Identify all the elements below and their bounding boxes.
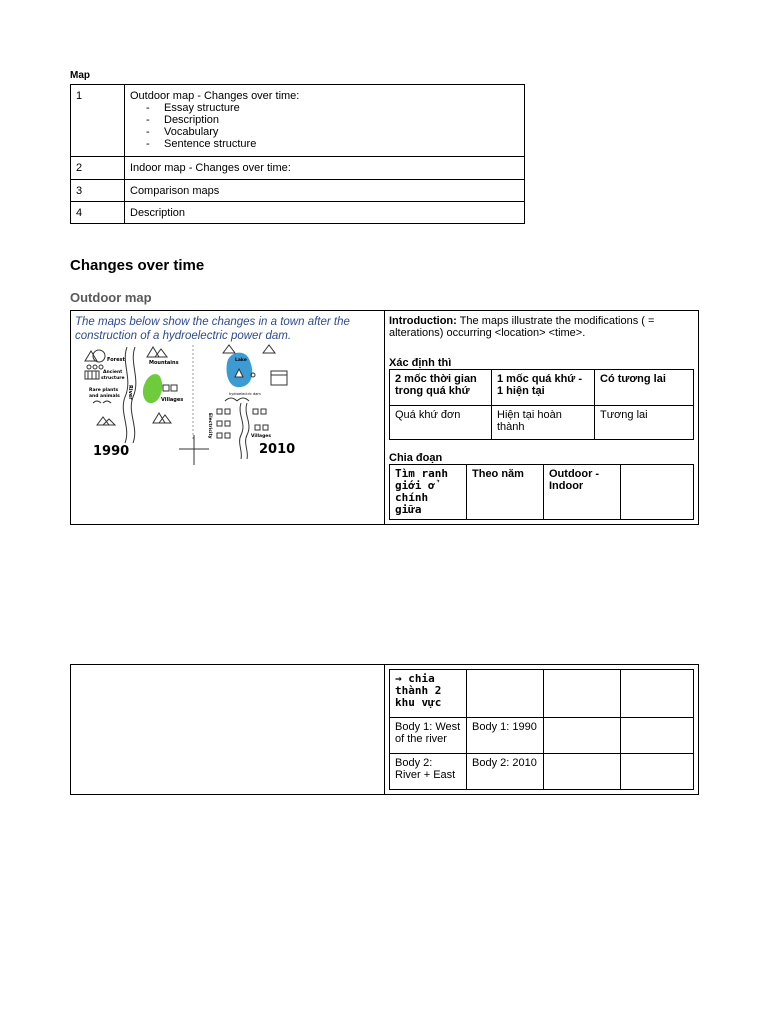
house-icon [217,409,222,414]
prompt-cell [71,311,385,525]
list-item: - Description [146,114,519,126]
body-split-table [389,669,694,790]
body-plan-table [70,664,699,795]
label-villages: Villages [161,397,184,403]
year-2010: 2010 [259,442,296,457]
empty-cell [544,670,621,718]
river-line [240,403,243,459]
split-header: → chia thành 2 khu vực [390,670,467,718]
row-content [125,85,525,157]
row-title: Comparison maps [125,180,525,202]
row-number: 4 [71,202,125,224]
compass-icon [179,435,209,465]
split-cell: Tìm ranh giới ở chính giữa [390,465,467,520]
label-ancient-1: Ancient [103,370,123,375]
map-1990 [85,347,183,459]
body-cell [544,718,621,754]
table-row [71,85,525,157]
table-row [71,180,525,202]
label-lake: Lake [235,358,247,363]
tense-value: Tương lai [595,406,694,440]
body-cell [544,754,621,790]
row-title: Description [125,202,525,224]
intro-text: The maps illustrate the modifications ( = alterations) occurring <location> <time>. [389,315,655,339]
empty-cell [621,670,694,718]
house-icon [171,385,177,391]
split-cell: Outdoor - Indoor [544,465,621,520]
row-number: 3 [71,180,125,202]
table-row [390,406,694,440]
body-cell [621,718,694,754]
building-icon [271,371,287,385]
table-row [390,718,694,754]
split-table [389,464,694,520]
row-title: Indoor map - Changes over time: [125,157,525,180]
label-hydro-dam: hydroelectric dam [229,392,261,396]
tense-heading: Xác định thì [389,357,452,369]
tree-icon [93,350,105,362]
label-forest: Forest [107,357,125,363]
body-plan-cell [385,665,699,795]
map-heading: Map [70,70,90,81]
dam-icon [225,398,249,401]
row-title: Outdoor map - Changes over time: [130,90,300,102]
label-villages-2010: Villages [251,434,272,439]
label-ancient-2: structure [101,376,125,381]
town-map-illustration [75,343,375,473]
index-table [70,84,525,224]
intro-label: Introduction: [389,315,457,327]
label-rare-2: and animals [89,394,120,399]
animal-icon [93,401,111,403]
table-row [390,370,694,406]
table-row [71,157,525,180]
label-river: River [127,385,133,400]
body-cell [621,754,694,790]
tree-icon [85,351,97,361]
row-number: 1 [71,85,125,157]
body-cell: Body 1: 1990 [467,718,544,754]
empty-cell [71,665,385,795]
bullet-list [130,102,519,150]
table-row [71,202,525,224]
empty-cell [467,670,544,718]
map-2010 [207,345,295,459]
outdoor-map-table [70,310,699,525]
house-icon [261,409,266,414]
body-cell: Body 2: 2010 [467,754,544,790]
house-icon [263,425,268,430]
house-icon [255,425,260,430]
house-icon [217,433,222,438]
body-cell: Body 1: West of the river [390,718,467,754]
mountain-icon [263,345,275,353]
table-row [390,754,694,790]
split-heading: Chia đoạn [389,452,443,464]
tense-value: Hiện tại hoàn thành [492,406,595,440]
list-item: - Sentence structure [146,138,519,150]
section-title: Changes over time [70,257,205,274]
split-cell: Theo năm [467,465,544,520]
label-mountains: Mountains [149,360,179,366]
table-row [390,670,694,718]
introduction [389,315,694,339]
subsection-title: Outdoor map [70,290,152,305]
table-row [390,465,694,520]
list-item: - Vocabulary [146,126,519,138]
tense-value: Quá khứ đơn [390,406,492,440]
green-area [143,374,162,403]
tense-header: 2 mốc thời gian trong quá khứ [390,370,492,406]
analysis-cell [385,311,699,525]
house-icon [225,409,230,414]
house-icon [225,421,230,426]
label-rare-1: Rare plants [89,388,119,393]
mountain-icon [223,345,235,353]
task-prompt: The maps below show the changes in a town after the construction of a hydroelectric power dam. [75,316,350,342]
body-cell: Body 2: River + East [390,754,467,790]
mountain-icon [147,347,159,357]
list-item: - Essay structure [146,102,519,114]
year-1990: 1990 [93,444,130,459]
house-icon [217,421,222,426]
row-number: 2 [71,157,125,180]
tense-header: Có tương lai [595,370,694,406]
split-cell [621,465,694,520]
tense-table [389,369,694,440]
tense-header: 1 mốc quá khứ - 1 hiện tại [492,370,595,406]
house-icon [163,385,169,391]
house-icon [225,433,230,438]
house-icon [253,409,258,414]
label-electricity: Electricity [207,413,212,439]
